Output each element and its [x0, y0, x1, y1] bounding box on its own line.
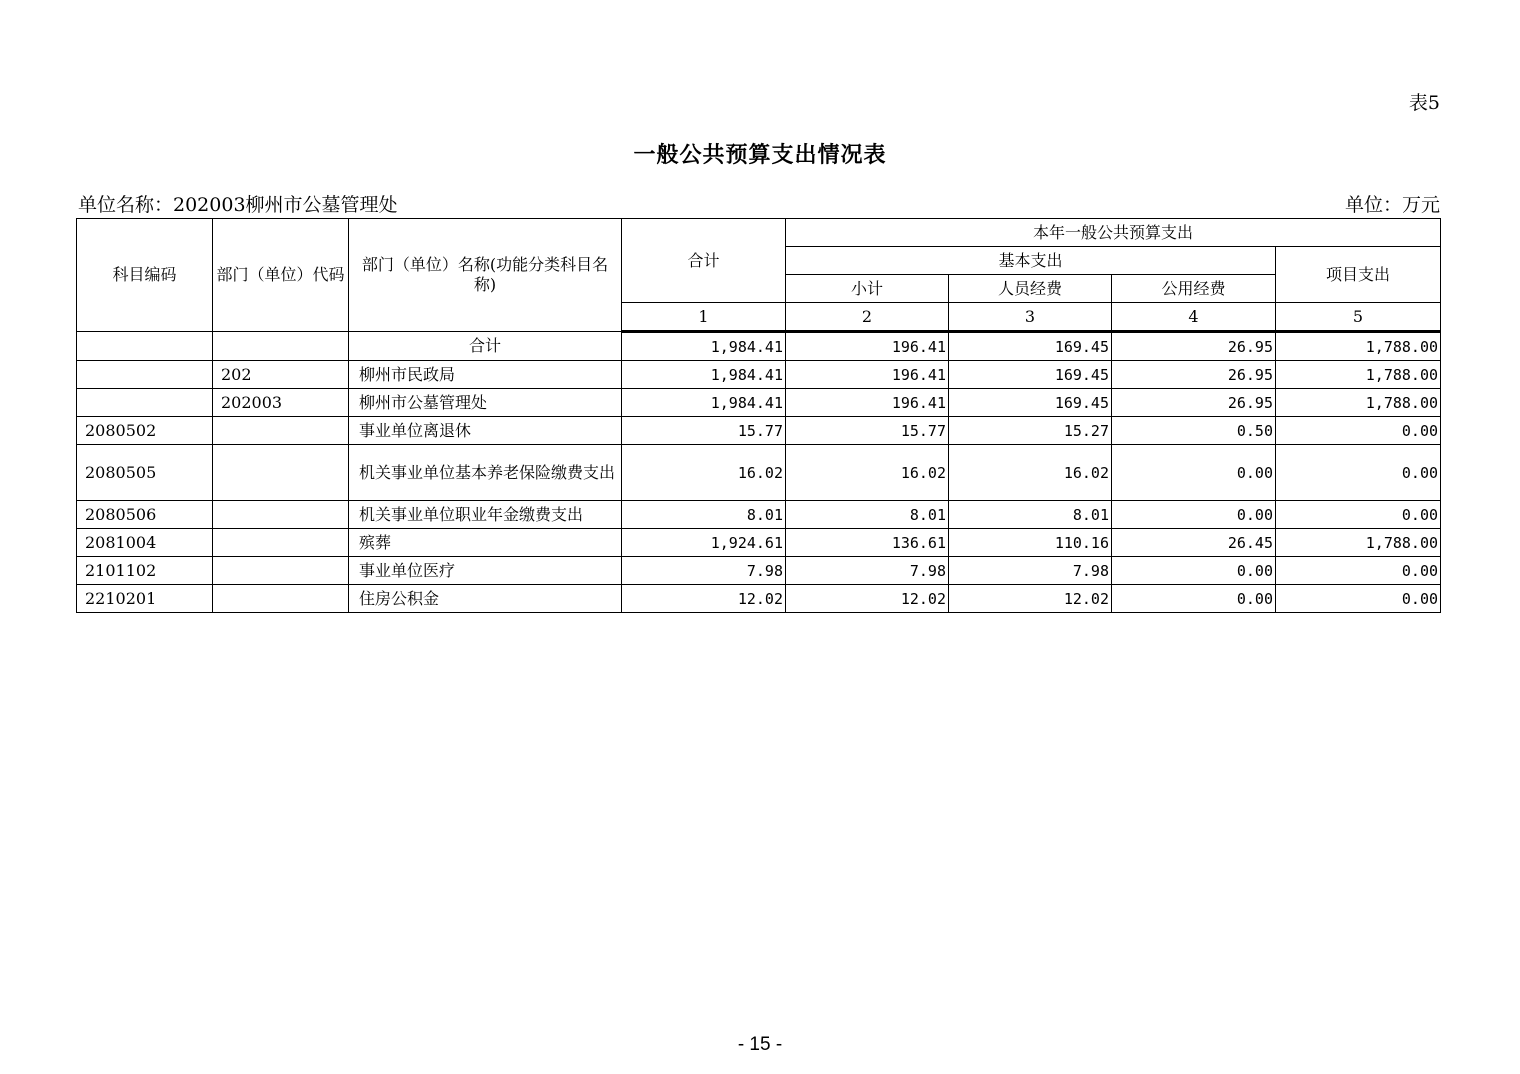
cell-code: 2101102 [77, 557, 213, 585]
cell-subtotal: 196.41 [786, 361, 949, 389]
cell-total: 1,984.41 [622, 361, 786, 389]
col-number: 2 [786, 303, 949, 332]
cell-name: 事业单位离退休 [349, 417, 622, 445]
header-total: 合计 [622, 219, 786, 303]
cell-code: 2210201 [77, 585, 213, 613]
cell-name: 柳州市公墓管理处 [349, 389, 622, 417]
unit-name-label: 单位名称：202003柳州市公墓管理处 [78, 194, 398, 216]
cell-public: 26.95 [1112, 361, 1276, 389]
col-number: 4 [1112, 303, 1276, 332]
cell-project: 0.00 [1276, 445, 1441, 501]
cell-personnel: 110.16 [949, 529, 1112, 557]
col-number: 3 [949, 303, 1112, 332]
cell-dept [213, 417, 349, 445]
cell-code: 2080506 [77, 501, 213, 529]
cell-dept [213, 445, 349, 501]
cell-code: 2081004 [77, 529, 213, 557]
table-row [77, 501, 1441, 529]
table-row [77, 557, 1441, 585]
cell-personnel: 12.02 [949, 585, 1112, 613]
cell-dept: 202003 [213, 389, 349, 417]
cell-subtotal: 136.61 [786, 529, 949, 557]
table-number: 表5 [1408, 92, 1440, 114]
page-title: 一般公共预算支出情况表 [633, 142, 887, 168]
table-row [77, 332, 1441, 361]
cell-total: 1,924.61 [622, 529, 786, 557]
cell-dept [213, 557, 349, 585]
cell-subtotal: 12.02 [786, 585, 949, 613]
cell-public: 0.00 [1112, 501, 1276, 529]
cell-code: 2080502 [77, 417, 213, 445]
cell-name: 柳州市民政局 [349, 361, 622, 389]
cell-subtotal: 196.41 [786, 389, 949, 417]
cell-personnel: 16.02 [949, 445, 1112, 501]
cell-subtotal: 196.41 [786, 332, 949, 361]
cell-public: 0.00 [1112, 557, 1276, 585]
currency-unit-label: 单位：万元 [1344, 194, 1440, 216]
header-subtotal: 小计 [786, 275, 949, 303]
header-public: 公用经费 [1112, 275, 1276, 303]
cell-total: 16.02 [622, 445, 786, 501]
cell-public: 26.95 [1112, 389, 1276, 417]
cell-total: 1,984.41 [622, 332, 786, 361]
cell-personnel: 7.98 [949, 557, 1112, 585]
cell-dept [213, 501, 349, 529]
col-number: 1 [622, 303, 786, 332]
cell-public: 0.00 [1112, 445, 1276, 501]
cell-public: 0.50 [1112, 417, 1276, 445]
cell-project: 1,788.00 [1276, 361, 1441, 389]
cell-name: 机关事业单位职业年金缴费支出 [349, 501, 622, 529]
cell-project: 0.00 [1276, 501, 1441, 529]
cell-personnel: 169.45 [949, 389, 1112, 417]
table-row [77, 529, 1441, 557]
cell-code [77, 361, 213, 389]
page-number: - 15 - [737, 1034, 783, 1055]
header-current-year: 本年一般公共预算支出 [786, 219, 1441, 247]
cell-name: 合计 [349, 332, 622, 361]
cell-code: 2080505 [77, 445, 213, 501]
cell-project: 0.00 [1276, 557, 1441, 585]
cell-public: 26.45 [1112, 529, 1276, 557]
cell-project: 0.00 [1276, 585, 1441, 613]
table-row [77, 445, 1441, 501]
cell-total: 15.77 [622, 417, 786, 445]
header-dept-code: 部门（单位）代码 [213, 219, 349, 332]
budget-table [76, 218, 1441, 613]
cell-personnel: 169.45 [949, 332, 1112, 361]
cell-project: 1,788.00 [1276, 389, 1441, 417]
cell-subtotal: 16.02 [786, 445, 949, 501]
cell-project: 0.00 [1276, 417, 1441, 445]
cell-personnel: 15.27 [949, 417, 1112, 445]
cell-code [77, 389, 213, 417]
cell-subtotal: 7.98 [786, 557, 949, 585]
cell-total: 8.01 [622, 501, 786, 529]
cell-name: 住房公积金 [349, 585, 622, 613]
cell-name: 机关事业单位基本养老保险缴费支出 [349, 445, 622, 501]
cell-project: 1,788.00 [1276, 332, 1441, 361]
cell-public: 0.00 [1112, 585, 1276, 613]
table-row [77, 389, 1441, 417]
header-personnel: 人员经费 [949, 275, 1112, 303]
cell-code [77, 332, 213, 361]
table-row [77, 417, 1441, 445]
cell-subtotal: 15.77 [786, 417, 949, 445]
cell-dept [213, 585, 349, 613]
cell-dept [213, 332, 349, 361]
cell-dept [213, 529, 349, 557]
cell-project: 1,788.00 [1276, 529, 1441, 557]
col-number: 5 [1276, 303, 1441, 332]
cell-dept: 202 [213, 361, 349, 389]
cell-public: 26.95 [1112, 332, 1276, 361]
header-basic: 基本支出 [786, 247, 1276, 275]
cell-name: 殡葬 [349, 529, 622, 557]
cell-total: 1,984.41 [622, 389, 786, 417]
table-row [77, 585, 1441, 613]
header-project: 项目支出 [1276, 247, 1441, 303]
cell-total: 12.02 [622, 585, 786, 613]
cell-name: 事业单位医疗 [349, 557, 622, 585]
cell-personnel: 169.45 [949, 361, 1112, 389]
table-row [77, 361, 1441, 389]
header-dept-name: 部门（单位）名称(功能分类科目名称) [349, 219, 622, 332]
cell-personnel: 8.01 [949, 501, 1112, 529]
header-subject-code: 科目编码 [77, 219, 213, 332]
cell-total: 7.98 [622, 557, 786, 585]
cell-subtotal: 8.01 [786, 501, 949, 529]
